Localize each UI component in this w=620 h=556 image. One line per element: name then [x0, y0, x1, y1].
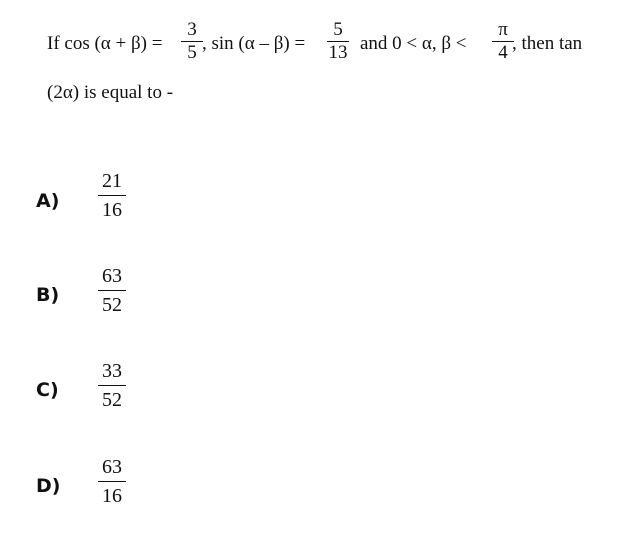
fraction-bar	[98, 195, 126, 196]
option-fraction	[98, 456, 126, 507]
fraction-denominator: 16	[102, 485, 122, 507]
fraction-denominator: 16	[102, 199, 122, 221]
fraction-numerator: 63	[102, 456, 122, 478]
fraction-numerator: 63	[102, 265, 122, 287]
fraction-denominator: 13	[328, 42, 348, 63]
option-label: D)	[36, 475, 61, 497]
option-label: A)	[36, 190, 60, 212]
fraction-5-over-13	[327, 20, 349, 63]
option-label: C)	[36, 379, 59, 401]
fraction-numerator: 5	[333, 19, 343, 40]
fraction-pi-over-4	[492, 20, 514, 63]
fraction-3-over-5	[181, 20, 203, 63]
option-label: B)	[36, 284, 60, 306]
fraction-denominator: 52	[102, 389, 122, 411]
option-fraction	[98, 265, 126, 316]
question-line-2: (2α) is equal to -	[47, 82, 174, 103]
option-fraction	[98, 360, 126, 411]
fraction-denominator: 4	[498, 42, 508, 63]
fraction-numerator: π	[498, 19, 508, 40]
fraction-bar	[98, 385, 126, 386]
fraction-bar	[98, 290, 126, 291]
fraction-bar	[98, 481, 126, 482]
question-text	[0, 0, 620, 110]
question-segment-3: and 0 < α, β <	[360, 33, 467, 54]
question-segment-2: , sin (α – β) =	[202, 33, 306, 54]
fraction-numerator: 33	[102, 360, 122, 382]
fraction-denominator: 5	[187, 42, 197, 63]
question-segment-4: , then tan	[512, 33, 583, 54]
option-fraction	[98, 170, 126, 221]
fraction-numerator: 21	[102, 170, 122, 192]
fraction-numerator: 3	[187, 19, 197, 40]
fraction-denominator: 52	[102, 294, 122, 316]
option-a[interactable]	[0, 170, 620, 240]
option-d[interactable]	[0, 456, 620, 526]
option-b[interactable]	[0, 265, 620, 335]
option-c[interactable]	[0, 360, 620, 430]
question-segment-1: If cos (α + β) =	[47, 33, 163, 54]
